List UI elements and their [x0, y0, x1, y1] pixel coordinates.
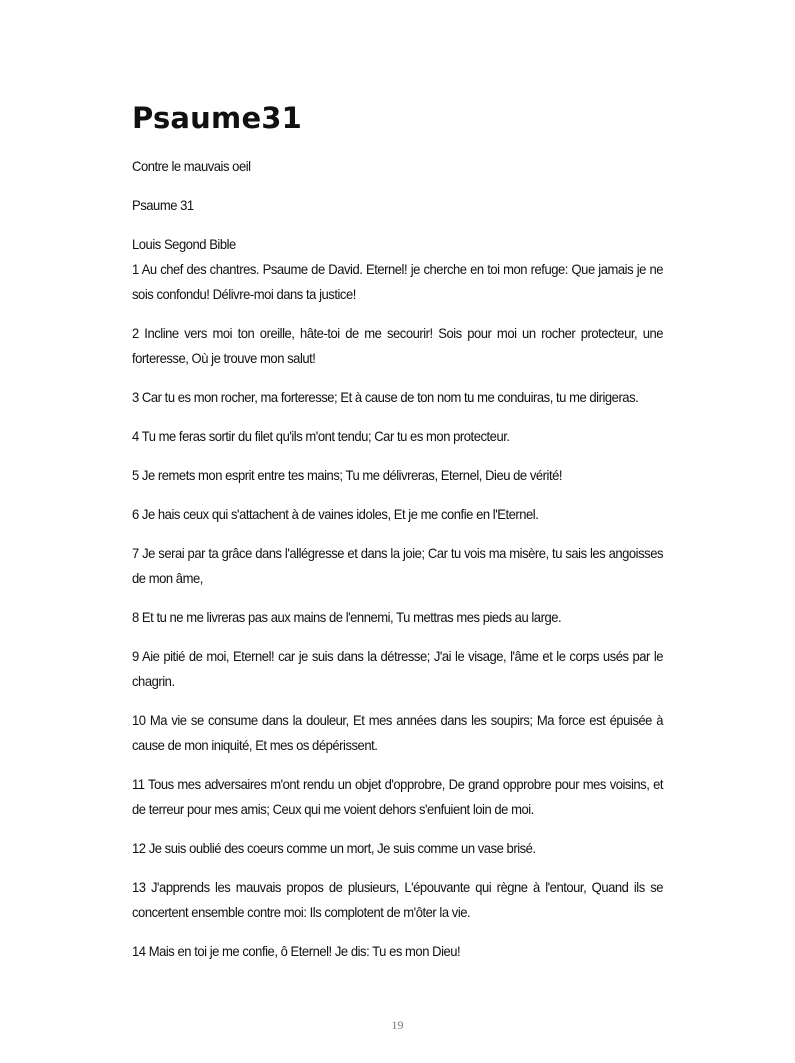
verse: 3 Car tu es mon rocher, ma forteresse; Et à cause de ton nom tu me conduiras, tu me dirigeras. [132, 389, 639, 405]
verse: 10 Ma vie se consume dans la douleur, Et mes années dans les soupirs; Ma force est épuisée à cause de mon iniquité, Et mes os dépérissent. [132, 712, 664, 753]
verse: 4 Tu me feras sortir du filet qu'ils m'ont tendu; Car tu es mon protecteur. [132, 428, 510, 444]
verse: 11 Tous mes adversaires m'ont rendu un objet d'opprobre, De grand opprobre pour mes voisins, et de terreur pour mes amis; Ceux qui me voient dehors s'enfuient loin de moi. [132, 776, 664, 817]
verse: 8 Et tu ne me livreras pas aux mains de l'ennemi, Tu mettras mes pieds au large. [132, 609, 562, 625]
verse: 9 Aie pitié de moi, Eternel! car je suis dans la détresse; J'ai le visage, l'âme et le corps usés par le chagrin. [132, 648, 664, 689]
page-title: Psaume31 [132, 101, 303, 135]
verse: 6 Je hais ceux qui s'attachent à de vaines idoles, Et je me confie en l'Eternel. [132, 506, 539, 522]
document-body [132, 154, 663, 964]
page-number: 19 [391, 1018, 404, 1032]
verse: 5 Je remets mon esprit entre tes mains; Tu me délivreras, Eternel, Dieu de vérité! [132, 467, 563, 483]
document-page [132, 98, 663, 978]
verse: 1 Au chef des chantres. Psaume de David. Eternel! je cherche en toi mon refuge: Que jamais je ne sois confondu! Délivre-moi dans ta justice! [132, 261, 664, 302]
subtitle: Contre le mauvais oeil [132, 158, 251, 174]
verse: 12 Je suis oublié des coeurs comme un mort, Je suis comme un vase brisé. [132, 840, 536, 856]
psalm-label: Psaume 31 [132, 197, 194, 213]
verse: 2 Incline vers moi ton oreille, hâte-toi de me secourir! Sois pour moi un rocher protecteur, une forteresse, Où je trouve mon salut! [132, 325, 664, 366]
verse: 7 Je serai par ta grâce dans l'allégresse et dans la joie; Car tu vois ma misère, tu sais les angoisses de mon âme, [132, 545, 664, 586]
verse: 13 J'apprends les mauvais propos de plusieurs, L'épouvante qui règne à l'entour, Quand ils se concertent ensemble contre moi: Ils complotent de m'ôter la vie. [132, 879, 664, 920]
verse: 14 Mais en toi je me confie, ô Eternel! Je dis: Tu es mon Dieu! [132, 943, 461, 959]
bible-name: Louis Segond Bible [132, 236, 236, 252]
